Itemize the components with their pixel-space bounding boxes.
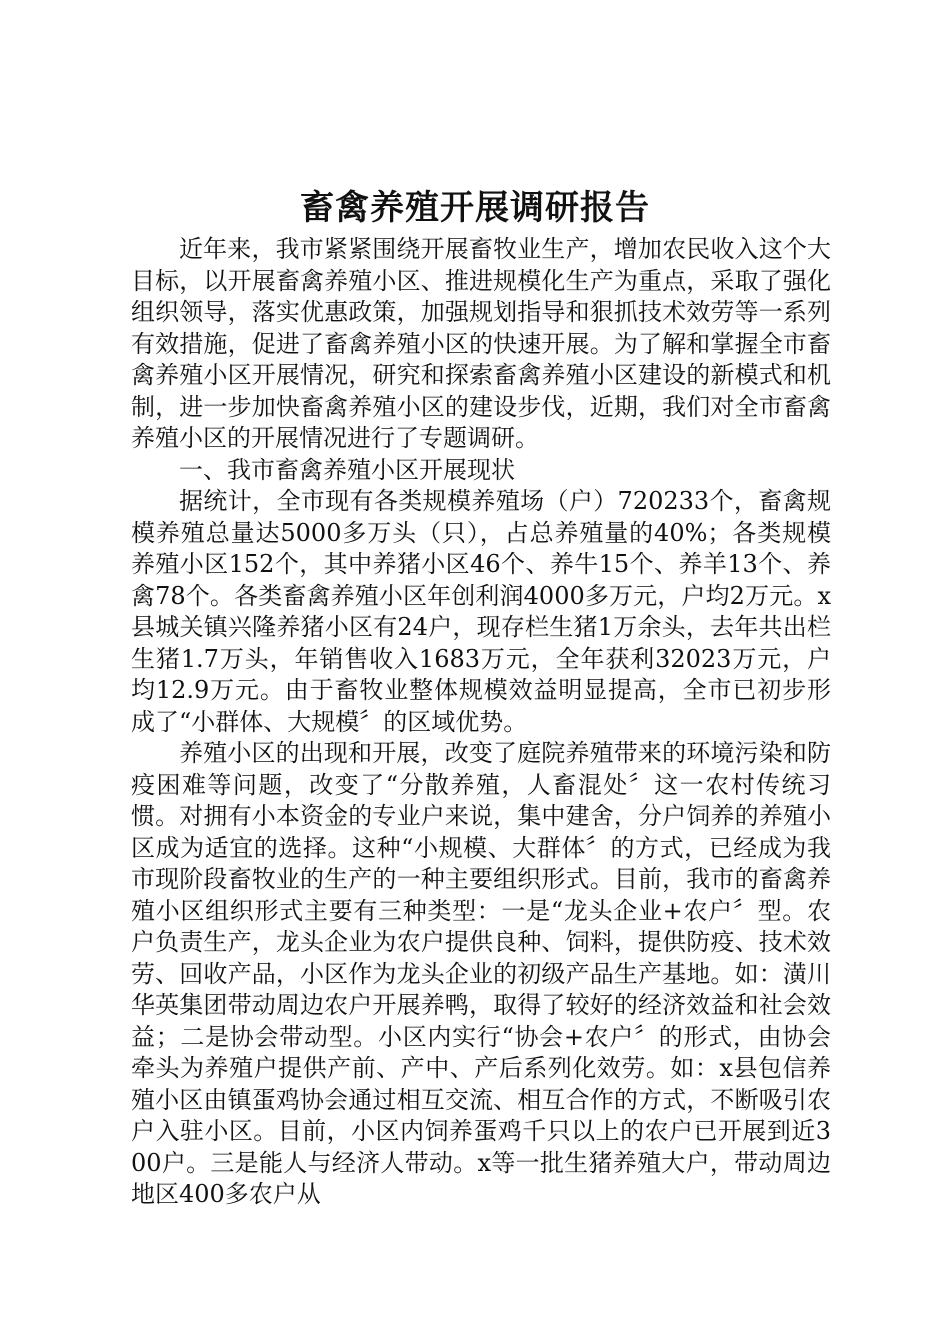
paragraph-organization-types: 养殖小区的出现和开展，改变了庭院养殖带来的环境污染和防疫困难等问题，改变了“分散养殖，人畜混处〞这一农村传统习惯。对拥有小本资金的专业户来说，集中建舍，分户饲养的养殖小区成为适宜的选择。这种“小规模、大群体〞的方式，已经成为我市现阶段畜牧业的生产的一种主要组织形式。目前，我市的畜禽养殖小区组织形式主要有三种类型：一是“龙头企业+农户〞型。农户负责生产，龙头企业为农户提供良种、饲料，提供防疫、技术效劳、回收产品，小区作为龙头企业的初级产品生产基地。如：潢川华英集团带动周边农户开展养鸭，取得了较好的经济效益和社会效益；二是协会带动型。小区内实行“协会+农户〞的形式，由协会牵头为养殖户提供产前、产中、产后系列化效劳。如：x县包信养殖小区由镇蛋鸡协会通过相互交流、相互合作的方式，不断吸引农户入驻小区。目前，小区内饲养蛋鸡千只以上的农户已开展到近300户。三是能人与经济人带动。x等一批生猪养殖大户，带动周边地区400多农户从 xyxy=(131,739,831,1208)
paragraph-statistics: 据统计，全市现有各类规模养殖场（户）720233个，畜禽规模养殖总量达5000多万头（只），占总养殖量的40%；各类规模养殖小区152个，其中养猪小区46个、养牛15个、养羊13个、养禽78个。各类畜禽养殖小区年创利润4000多万元，户均2万元。x县城关镇兴隆养猪小区有24户，现存栏生猪1万余头，去年共出栏生猪1.7万头，年销售收入1683万元，全年获利32023万元，户均12.9万元。由于畜牧业整体规模效益明显提高，全市已初步形成了“小群体、大规模〞的区域优势。 xyxy=(131,487,831,736)
paragraph-intro: 近年来，我市紧紧围绕开展畜牧业生产，增加农民收入这个大目标，以开展畜禽养殖小区、推进规模化生产为重点，采取了强化组织领导，落实优惠政策，加强规划指导和狠抓技术效劳等一系列有效措施，促进了畜禽养殖小区的快速开展。为了解和掌握全市畜禽养殖小区开展情况，研究和探索畜禽养殖小区建设的新模式和机制，进一步加快畜禽养殖小区的建设步伐，近期，我们对全市畜禽养殖小区的开展情况进行了专题调研。 xyxy=(131,235,831,452)
document-body xyxy=(131,234,831,1211)
page-title: 畜禽养殖开展调研报告 xyxy=(300,188,650,228)
section-heading: 一、我市畜禽养殖小区开展现状 xyxy=(179,455,515,484)
